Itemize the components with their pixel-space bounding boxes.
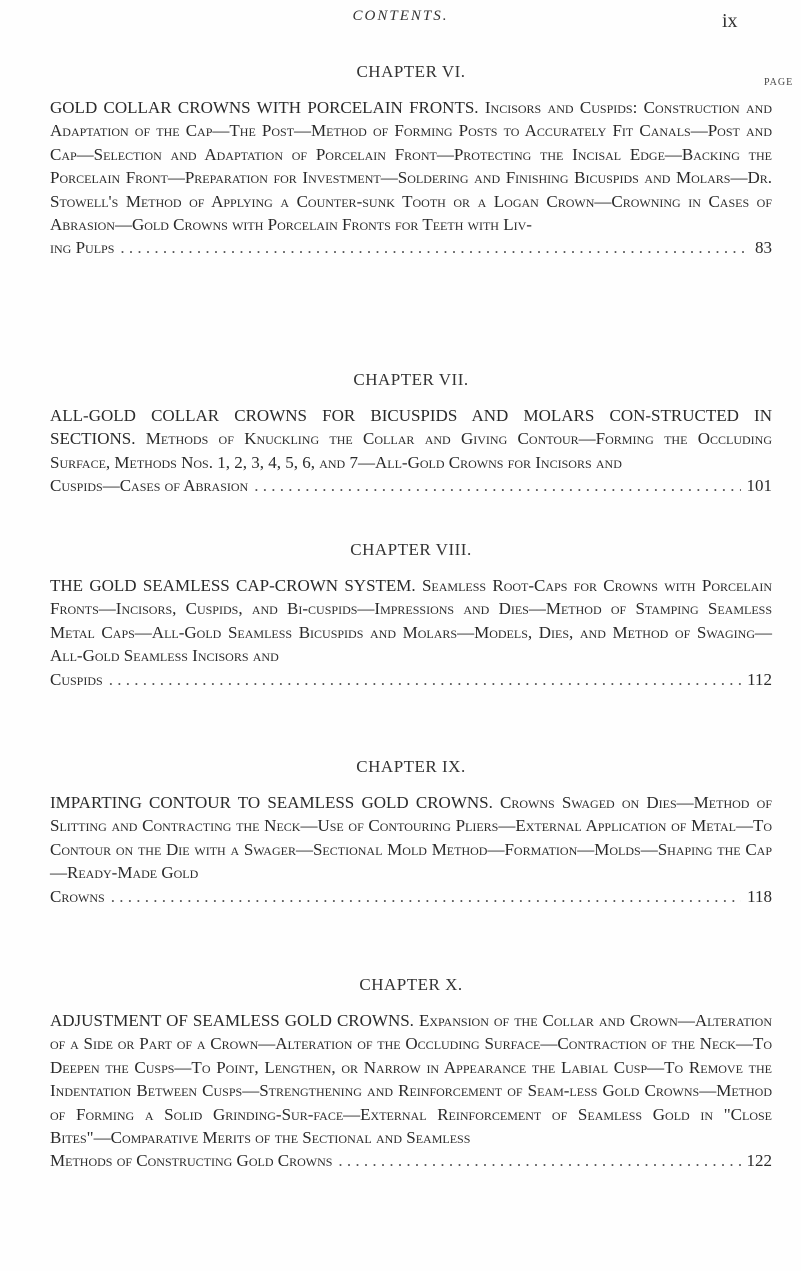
dot-leader bbox=[109, 668, 741, 691]
chapter-9 bbox=[50, 757, 772, 908]
chapter-title: CHAPTER IX. bbox=[356, 757, 466, 776]
running-head: CONTENTS. bbox=[352, 8, 449, 24]
chapter-topics: Crowns Swaged on Dies—Method of Slitting and Contracting the Neck—Use of Contouring Pliers—External Application of Metal—To Contour on the Die with a Swager—Sectional Mold Method—Formation—Molds—Shaping the Cap—Ready-Made Gold bbox=[50, 793, 772, 883]
chapter-contents bbox=[50, 96, 772, 260]
dot-leader bbox=[254, 474, 740, 497]
toc-entry-line bbox=[50, 1149, 772, 1172]
dot-leader bbox=[338, 1149, 740, 1172]
toc-entry-tail: Crowns bbox=[50, 886, 105, 906]
toc-page-number: 118 bbox=[747, 886, 772, 906]
chapter-title: CHAPTER X. bbox=[359, 975, 463, 994]
chapter-contents bbox=[50, 574, 772, 691]
dot-leader bbox=[111, 885, 741, 908]
toc-entry-line bbox=[50, 668, 772, 691]
chapter-contents bbox=[50, 1009, 772, 1173]
toc-entry-tail: ing Pulps bbox=[50, 238, 115, 258]
chapter-topics: Incisors and Cuspids: Construction and Adaptation of the Cap—The Post—Method of Forming Posts to Accurately Fit Canals—Post and Cap—Selection and Adaptation of Porcelain Front—Protecting the Incisal Edge—Backing the Porcelain Front—Preparation for Investment—Soldering and Finishing Bicuspids and Molars—Dr. Stowell's Method of Applying a Counter-sunk Tooth or a Logan Crown—Crowning in Cases of Abrasion—Gold Crowns with Porcelain Fronts for Teeth with Liv- bbox=[50, 98, 772, 235]
chapter-title: CHAPTER VI. bbox=[356, 62, 466, 81]
chapter-contents bbox=[50, 404, 772, 498]
chapter-heading: GOLD COLLAR CROWNS WITH PORCELAIN FRONTS. bbox=[50, 98, 479, 117]
toc-page-number: 112 bbox=[747, 669, 772, 689]
toc-entry-tail: Cuspids—Cases of Abrasion bbox=[50, 476, 249, 496]
toc-entry-tail: Methods of Constructing Gold Crowns bbox=[50, 1151, 333, 1171]
chapter-heading: THE GOLD SEAMLESS CAP-CROWN SYSTEM. bbox=[50, 576, 416, 595]
dot-leader bbox=[120, 236, 749, 259]
chapter-topics: Expansion of the Collar and Crown—Alteration of a Side or Part of a Crown—Alteration of the Occluding Surface—Contraction of the Neck—To Deepen the Cusps—To Point, Lengthen, or Narrow in Appearance the Labial Cusp—To Remove the Indentation Between Cusps—Strengthening and Reinforcement of Seam-less Gold Crowns—Method of Forming a Solid Grinding-Sur-face—External Reinforcement of Seamless Gold in "Close Bites"—Comparative Merits of the Sectional and Seamless bbox=[50, 1011, 773, 1148]
chapter-topics: Seamless Root-Caps for Crowns with Porcelain Fronts—Incisors, Cuspids, and Bi-cuspids—Impressions and Dies—Method of Stamping Seamless Metal Caps—All-Gold Seamless Bicuspids and Molars—Models, Dies, and Method of Swaging—All-Gold Seamless Incisors and bbox=[50, 576, 772, 666]
toc-page-number: 83 bbox=[755, 238, 772, 258]
page-column-label: PAGE bbox=[764, 77, 794, 88]
chapter-10 bbox=[50, 975, 772, 1173]
chapter-heading: ADJUSTMENT OF SEAMLESS GOLD CROWNS. bbox=[50, 1011, 414, 1030]
toc-entry-line bbox=[50, 236, 772, 259]
toc-entry-line bbox=[50, 474, 772, 497]
chapter-contents bbox=[50, 791, 772, 908]
toc-entry-tail: Cuspids bbox=[50, 669, 103, 689]
chapter-8 bbox=[50, 540, 772, 691]
toc-entry-line bbox=[50, 885, 772, 908]
toc-page-number: 101 bbox=[746, 476, 772, 496]
toc-page-number: 122 bbox=[746, 1151, 772, 1171]
chapter-heading: IMPARTING CONTOUR TO SEAMLESS GOLD CROWNS. bbox=[50, 793, 493, 812]
chapter-topics: Methods of Knuckling the Collar and Giving Contour—Forming the Occluding Surface, Methods Nos. 1, 2, 3, 4, 5, 6, and 7—All-Gold Crowns for Incisors and bbox=[50, 429, 773, 472]
chapter-title: CHAPTER VIII. bbox=[350, 540, 472, 559]
page-number: ix bbox=[722, 10, 738, 32]
chapter-title: CHAPTER VII. bbox=[353, 370, 469, 389]
chapter-6 bbox=[50, 62, 772, 260]
chapter-7 bbox=[50, 370, 772, 498]
chapter-heading: ALL-GOLD COLLAR CROWNS FOR BICUSPIDS AND MOLARS CON-STRUCTED IN SECTIONS. bbox=[50, 406, 772, 449]
